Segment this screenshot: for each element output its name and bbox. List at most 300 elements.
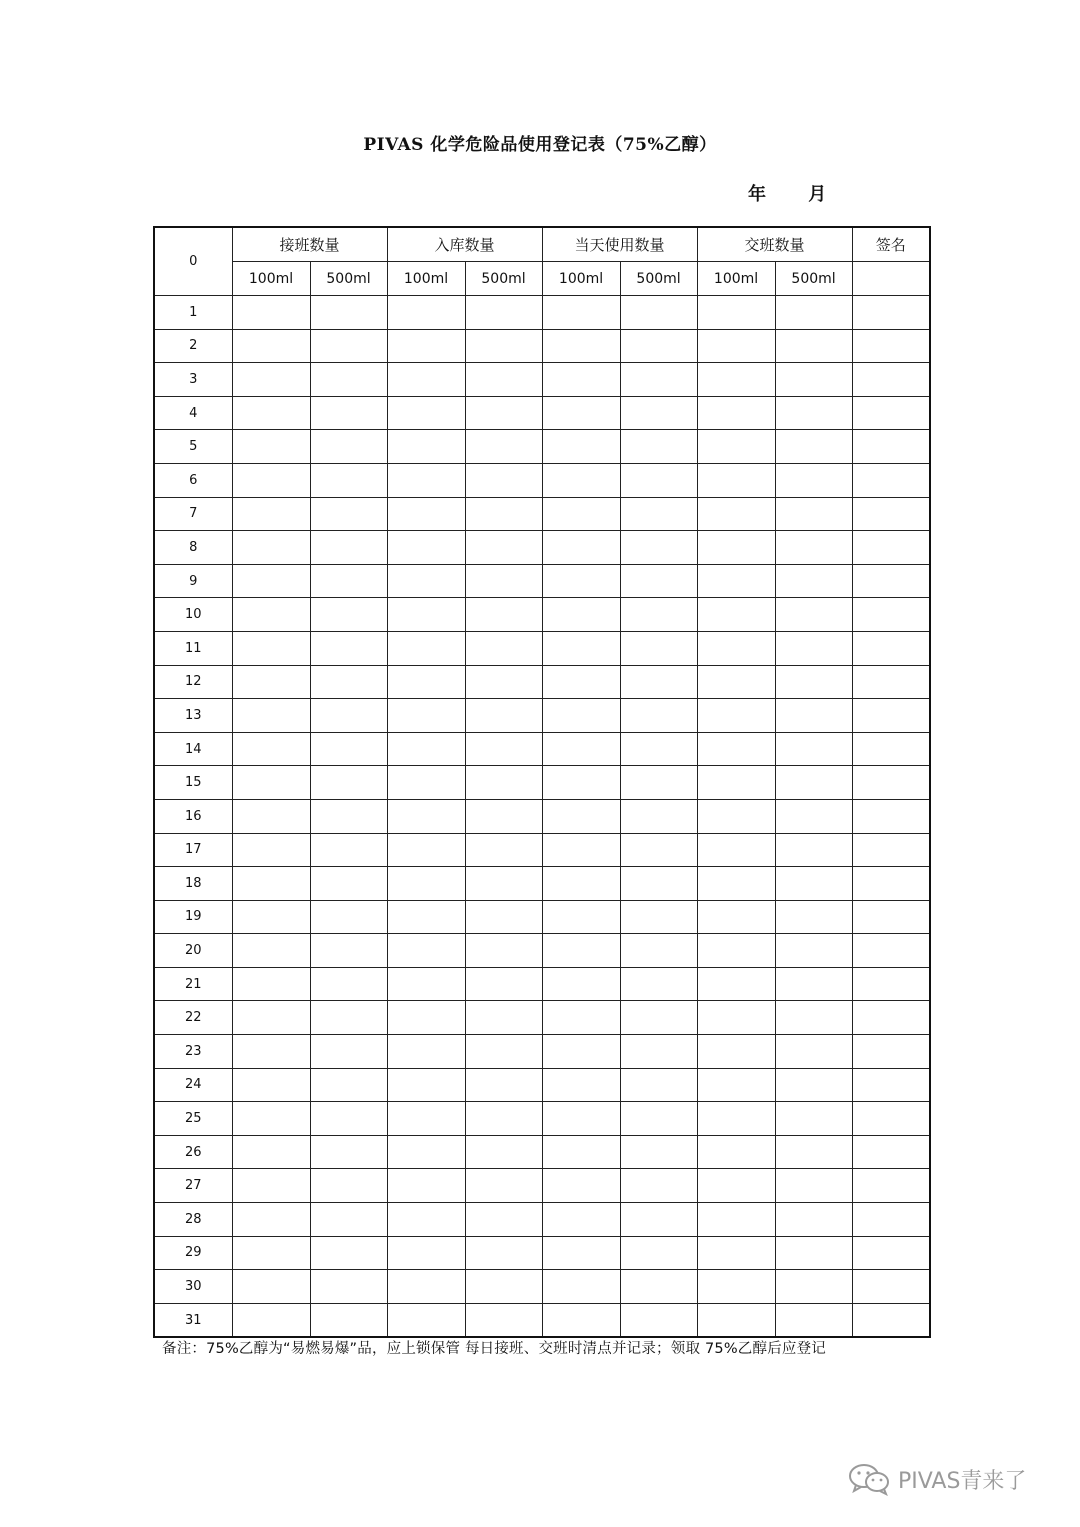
quantity-cell[interactable]: [387, 363, 465, 397]
signature-cell[interactable]: [852, 1203, 930, 1237]
quantity-cell[interactable]: [465, 732, 542, 766]
quantity-cell[interactable]: [775, 867, 852, 901]
quantity-cell[interactable]: [310, 867, 387, 901]
quantity-cell[interactable]: [310, 564, 387, 598]
day-number-cell: 12: [154, 665, 232, 699]
quantity-cell[interactable]: [465, 1001, 542, 1035]
signature-cell[interactable]: [852, 867, 930, 901]
quantity-cell[interactable]: [310, 1169, 387, 1203]
table-row: [154, 833, 930, 867]
table-row: [154, 363, 930, 397]
quantity-cell[interactable]: [775, 531, 852, 565]
quantity-cell[interactable]: [775, 598, 852, 632]
quantity-cell[interactable]: [542, 1035, 620, 1069]
quantity-cell[interactable]: [310, 665, 387, 699]
quantity-cell[interactable]: [465, 296, 542, 330]
quantity-cell[interactable]: [465, 1135, 542, 1169]
quantity-cell[interactable]: [387, 598, 465, 632]
quantity-cell[interactable]: [542, 329, 620, 363]
quantity-cell[interactable]: [310, 631, 387, 665]
quantity-cell[interactable]: [310, 1203, 387, 1237]
wechat-icon: [848, 1462, 892, 1496]
header-row-groups: [154, 227, 930, 262]
quantity-cell[interactable]: [387, 799, 465, 833]
quantity-cell[interactable]: [465, 1270, 542, 1304]
quantity-cell[interactable]: [542, 564, 620, 598]
quantity-cell[interactable]: [465, 463, 542, 497]
quantity-cell[interactable]: [232, 766, 310, 800]
quantity-cell[interactable]: [310, 296, 387, 330]
quantity-cell[interactable]: [775, 363, 852, 397]
quantity-cell[interactable]: [232, 900, 310, 934]
quantity-cell[interactable]: [465, 631, 542, 665]
signature-cell[interactable]: [852, 463, 930, 497]
quantity-cell[interactable]: [465, 799, 542, 833]
signature-cell[interactable]: [852, 699, 930, 733]
quantity-cell[interactable]: [775, 799, 852, 833]
quantity-cell[interactable]: [232, 1068, 310, 1102]
quantity-cell[interactable]: [697, 1270, 775, 1304]
quantity-cell[interactable]: [697, 665, 775, 699]
signature-cell[interactable]: [852, 1001, 930, 1035]
quantity-cell[interactable]: [310, 1303, 387, 1337]
quantity-cell[interactable]: [232, 867, 310, 901]
quantity-cell[interactable]: [465, 564, 542, 598]
quantity-cell[interactable]: [310, 1236, 387, 1270]
quantity-cell[interactable]: [387, 665, 465, 699]
quantity-cell[interactable]: [542, 430, 620, 464]
quantity-cell[interactable]: [697, 699, 775, 733]
quantity-cell[interactable]: [465, 1068, 542, 1102]
quantity-cell[interactable]: [775, 1236, 852, 1270]
quantity-cell[interactable]: [620, 665, 697, 699]
signature-cell[interactable]: [852, 531, 930, 565]
quantity-cell[interactable]: [232, 430, 310, 464]
quantity-cell[interactable]: [465, 967, 542, 1001]
quantity-cell[interactable]: [775, 1303, 852, 1337]
quantity-cell[interactable]: [697, 867, 775, 901]
quantity-cell[interactable]: [465, 1303, 542, 1337]
signature-cell[interactable]: [852, 497, 930, 531]
quantity-cell[interactable]: [542, 396, 620, 430]
quantity-cell[interactable]: [310, 766, 387, 800]
quantity-cell[interactable]: [697, 732, 775, 766]
quantity-cell[interactable]: [697, 1203, 775, 1237]
quantity-cell[interactable]: [620, 732, 697, 766]
quantity-cell[interactable]: [620, 1203, 697, 1237]
quantity-cell[interactable]: [697, 463, 775, 497]
quantity-cell[interactable]: [542, 665, 620, 699]
quantity-cell[interactable]: [620, 867, 697, 901]
quantity-cell[interactable]: [697, 564, 775, 598]
quantity-cell[interactable]: [387, 531, 465, 565]
quantity-cell[interactable]: [465, 900, 542, 934]
quantity-cell[interactable]: [310, 1135, 387, 1169]
quantity-cell[interactable]: [542, 497, 620, 531]
quantity-cell[interactable]: [310, 1035, 387, 1069]
signature-cell[interactable]: [852, 1102, 930, 1136]
quantity-cell[interactable]: [310, 900, 387, 934]
quantity-cell[interactable]: [620, 1303, 697, 1337]
quantity-cell[interactable]: [387, 900, 465, 934]
quantity-cell[interactable]: [620, 598, 697, 632]
quantity-cell[interactable]: [310, 497, 387, 531]
quantity-cell[interactable]: [465, 766, 542, 800]
quantity-cell[interactable]: [310, 363, 387, 397]
quantity-cell[interactable]: [232, 665, 310, 699]
signature-cell[interactable]: [852, 396, 930, 430]
quantity-cell[interactable]: [232, 598, 310, 632]
quantity-cell[interactable]: [465, 497, 542, 531]
quantity-cell[interactable]: [232, 1303, 310, 1337]
quantity-cell[interactable]: [620, 296, 697, 330]
quantity-cell[interactable]: [775, 967, 852, 1001]
table-row: [154, 967, 930, 1001]
quantity-cell[interactable]: [697, 799, 775, 833]
quantity-cell[interactable]: [232, 497, 310, 531]
quantity-cell[interactable]: [775, 1068, 852, 1102]
quantity-cell[interactable]: [387, 1001, 465, 1035]
quantity-cell[interactable]: [775, 631, 852, 665]
quantity-cell[interactable]: [310, 396, 387, 430]
quantity-cell[interactable]: [232, 967, 310, 1001]
signature-cell[interactable]: [852, 1236, 930, 1270]
quantity-cell[interactable]: [620, 934, 697, 968]
quantity-cell[interactable]: [542, 1270, 620, 1304]
quantity-cell[interactable]: [697, 1135, 775, 1169]
quantity-cell[interactable]: [542, 631, 620, 665]
quantity-cell[interactable]: [465, 329, 542, 363]
group-header-handover-in: 接班数量: [232, 227, 387, 262]
table-row: [154, 766, 930, 800]
quantity-cell[interactable]: [620, 363, 697, 397]
quantity-cell[interactable]: [697, 363, 775, 397]
quantity-cell[interactable]: [232, 1236, 310, 1270]
quantity-cell[interactable]: [232, 732, 310, 766]
quantity-cell[interactable]: [542, 531, 620, 565]
signature-cell[interactable]: [852, 799, 930, 833]
quantity-cell[interactable]: [387, 329, 465, 363]
quantity-cell[interactable]: [232, 934, 310, 968]
quantity-cell[interactable]: [620, 1035, 697, 1069]
quantity-cell[interactable]: [697, 1236, 775, 1270]
quantity-cell[interactable]: [387, 867, 465, 901]
quantity-cell[interactable]: [232, 1001, 310, 1035]
quantity-cell[interactable]: [465, 1035, 542, 1069]
quantity-cell[interactable]: [542, 732, 620, 766]
unit-header: 500ml: [620, 262, 697, 296]
signature-cell[interactable]: [852, 564, 930, 598]
quantity-cell[interactable]: [542, 296, 620, 330]
signature-cell[interactable]: [852, 430, 930, 464]
quantity-cell[interactable]: [465, 363, 542, 397]
quantity-cell[interactable]: [542, 1169, 620, 1203]
signature-cell[interactable]: [852, 732, 930, 766]
table-row: [154, 1068, 930, 1102]
quantity-cell[interactable]: [697, 934, 775, 968]
quantity-cell[interactable]: [387, 497, 465, 531]
quantity-cell[interactable]: [387, 1203, 465, 1237]
quantity-cell[interactable]: [387, 699, 465, 733]
quantity-cell[interactable]: [542, 799, 620, 833]
quantity-cell[interactable]: [775, 665, 852, 699]
quantity-cell[interactable]: [697, 430, 775, 464]
quantity-cell[interactable]: [387, 296, 465, 330]
quantity-cell[interactable]: [620, 463, 697, 497]
quantity-cell[interactable]: [232, 1169, 310, 1203]
signature-cell[interactable]: [852, 900, 930, 934]
quantity-cell[interactable]: [232, 1135, 310, 1169]
quantity-cell[interactable]: [542, 900, 620, 934]
quantity-cell[interactable]: [620, 430, 697, 464]
quantity-cell[interactable]: [387, 732, 465, 766]
quantity-cell[interactable]: [542, 463, 620, 497]
quantity-cell[interactable]: [465, 867, 542, 901]
quantity-cell[interactable]: [542, 867, 620, 901]
quantity-cell[interactable]: [310, 531, 387, 565]
quantity-cell[interactable]: [775, 833, 852, 867]
quantity-cell[interactable]: [775, 1135, 852, 1169]
quantity-cell[interactable]: [697, 329, 775, 363]
quantity-cell[interactable]: [387, 1169, 465, 1203]
quantity-cell[interactable]: [542, 934, 620, 968]
quantity-cell[interactable]: [775, 934, 852, 968]
quantity-cell[interactable]: [387, 463, 465, 497]
quantity-cell[interactable]: [232, 531, 310, 565]
quantity-cell[interactable]: [697, 900, 775, 934]
quantity-cell[interactable]: [310, 833, 387, 867]
quantity-cell[interactable]: [697, 531, 775, 565]
quantity-cell[interactable]: [697, 1001, 775, 1035]
quantity-cell[interactable]: [542, 1135, 620, 1169]
quantity-cell[interactable]: [387, 1236, 465, 1270]
quantity-cell[interactable]: [697, 296, 775, 330]
quantity-cell[interactable]: [620, 396, 697, 430]
quantity-cell[interactable]: [310, 934, 387, 968]
quantity-cell[interactable]: [542, 1068, 620, 1102]
quantity-cell[interactable]: [387, 396, 465, 430]
quantity-cell[interactable]: [620, 1068, 697, 1102]
quantity-cell[interactable]: [620, 967, 697, 1001]
quantity-cell[interactable]: [387, 1135, 465, 1169]
quantity-cell[interactable]: [232, 396, 310, 430]
quantity-cell[interactable]: [232, 1203, 310, 1237]
quantity-cell[interactable]: [465, 396, 542, 430]
signature-cell[interactable]: [852, 598, 930, 632]
quantity-cell[interactable]: [387, 934, 465, 968]
quantity-cell[interactable]: [620, 833, 697, 867]
table-row: [154, 934, 930, 968]
quantity-cell[interactable]: [620, 1135, 697, 1169]
day-number-cell: 18: [154, 867, 232, 901]
quantity-cell[interactable]: [775, 1035, 852, 1069]
signature-cell[interactable]: [852, 363, 930, 397]
quantity-cell[interactable]: [232, 296, 310, 330]
quantity-cell[interactable]: [620, 799, 697, 833]
quantity-cell[interactable]: [310, 1068, 387, 1102]
quantity-cell[interactable]: [465, 1203, 542, 1237]
quantity-cell[interactable]: [387, 833, 465, 867]
quantity-cell[interactable]: [542, 1203, 620, 1237]
quantity-cell[interactable]: [697, 1035, 775, 1069]
quantity-cell[interactable]: [620, 1102, 697, 1136]
quantity-cell[interactable]: [697, 967, 775, 1001]
quantity-cell[interactable]: [542, 833, 620, 867]
quantity-cell[interactable]: [775, 1169, 852, 1203]
signature-cell[interactable]: [852, 329, 930, 363]
quantity-cell[interactable]: [387, 1068, 465, 1102]
quantity-cell[interactable]: [232, 564, 310, 598]
day-number-cell: 9: [154, 564, 232, 598]
quantity-cell[interactable]: [775, 564, 852, 598]
quantity-cell[interactable]: [387, 967, 465, 1001]
quantity-cell[interactable]: [232, 363, 310, 397]
quantity-cell[interactable]: [232, 1035, 310, 1069]
quantity-cell[interactable]: [387, 631, 465, 665]
signature-cell[interactable]: [852, 1169, 930, 1203]
quantity-cell[interactable]: [310, 967, 387, 1001]
quantity-cell[interactable]: [620, 1270, 697, 1304]
quantity-cell[interactable]: [310, 1270, 387, 1304]
quantity-cell[interactable]: [387, 430, 465, 464]
quantity-cell[interactable]: [775, 900, 852, 934]
quantity-cell[interactable]: [387, 766, 465, 800]
quantity-cell[interactable]: [232, 631, 310, 665]
quantity-cell[interactable]: [465, 430, 542, 464]
signature-cell[interactable]: [852, 967, 930, 1001]
quantity-cell[interactable]: [542, 967, 620, 1001]
quantity-cell[interactable]: [620, 1236, 697, 1270]
quantity-cell[interactable]: [620, 766, 697, 800]
quantity-cell[interactable]: [310, 799, 387, 833]
quantity-cell[interactable]: [620, 329, 697, 363]
signature-cell[interactable]: [852, 1068, 930, 1102]
quantity-cell[interactable]: [775, 296, 852, 330]
quantity-cell[interactable]: [542, 1236, 620, 1270]
quantity-cell[interactable]: [620, 900, 697, 934]
quantity-cell[interactable]: [465, 598, 542, 632]
unit-header: 100ml: [697, 262, 775, 296]
quantity-cell[interactable]: [232, 699, 310, 733]
quantity-cell[interactable]: [310, 1102, 387, 1136]
unit-header: 500ml: [310, 262, 387, 296]
quantity-cell[interactable]: [465, 699, 542, 733]
quantity-cell[interactable]: [697, 1068, 775, 1102]
quantity-cell[interactable]: [620, 1001, 697, 1035]
quantity-cell[interactable]: [465, 665, 542, 699]
quantity-cell[interactable]: [775, 1001, 852, 1035]
signature-cell[interactable]: [852, 934, 930, 968]
signature-cell[interactable]: [852, 631, 930, 665]
quantity-cell[interactable]: [232, 463, 310, 497]
quantity-cell[interactable]: [775, 699, 852, 733]
quantity-cell[interactable]: [542, 598, 620, 632]
quantity-cell[interactable]: [775, 329, 852, 363]
quantity-cell[interactable]: [387, 564, 465, 598]
quantity-cell[interactable]: [232, 799, 310, 833]
quantity-cell[interactable]: [465, 1102, 542, 1136]
quantity-cell[interactable]: [387, 1303, 465, 1337]
quantity-cell[interactable]: [697, 1169, 775, 1203]
quantity-cell[interactable]: [310, 1001, 387, 1035]
quantity-cell[interactable]: [775, 1203, 852, 1237]
quantity-cell[interactable]: [465, 934, 542, 968]
quantity-cell[interactable]: [775, 1270, 852, 1304]
quantity-cell[interactable]: [620, 497, 697, 531]
quantity-cell[interactable]: [310, 732, 387, 766]
quantity-cell[interactable]: [775, 766, 852, 800]
quantity-cell[interactable]: [542, 1001, 620, 1035]
quantity-cell[interactable]: [697, 833, 775, 867]
quantity-cell[interactable]: [775, 732, 852, 766]
quantity-cell[interactable]: [697, 1303, 775, 1337]
quantity-cell[interactable]: [310, 598, 387, 632]
day-number-cell: 15: [154, 766, 232, 800]
quantity-cell[interactable]: [620, 699, 697, 733]
quantity-cell[interactable]: [620, 631, 697, 665]
quantity-cell[interactable]: [465, 531, 542, 565]
quantity-cell[interactable]: [310, 430, 387, 464]
day-number-cell: 24: [154, 1068, 232, 1102]
quantity-cell[interactable]: [697, 766, 775, 800]
quantity-cell[interactable]: [542, 699, 620, 733]
quantity-cell[interactable]: [232, 1270, 310, 1304]
signature-cell[interactable]: [852, 1303, 930, 1337]
quantity-cell[interactable]: [387, 1270, 465, 1304]
signature-cell[interactable]: [852, 1270, 930, 1304]
quantity-cell[interactable]: [232, 833, 310, 867]
quantity-cell[interactable]: [697, 598, 775, 632]
quantity-cell[interactable]: [310, 329, 387, 363]
quantity-cell[interactable]: [387, 1035, 465, 1069]
quantity-cell[interactable]: [232, 329, 310, 363]
quantity-cell[interactable]: [465, 833, 542, 867]
signature-cell[interactable]: [852, 766, 930, 800]
quantity-cell[interactable]: [697, 1102, 775, 1136]
quantity-cell[interactable]: [775, 497, 852, 531]
quantity-cell[interactable]: [697, 396, 775, 430]
table-row: [154, 564, 930, 598]
quantity-cell[interactable]: [387, 1102, 465, 1136]
quantity-cell[interactable]: [232, 1102, 310, 1136]
quantity-cell[interactable]: [542, 766, 620, 800]
quantity-cell[interactable]: [620, 531, 697, 565]
quantity-cell[interactable]: [465, 1236, 542, 1270]
quantity-cell[interactable]: [310, 463, 387, 497]
quantity-cell[interactable]: [310, 699, 387, 733]
day-number-cell: 28: [154, 1203, 232, 1237]
quantity-cell[interactable]: [542, 363, 620, 397]
signature-cell[interactable]: [852, 1135, 930, 1169]
quantity-cell[interactable]: [620, 1169, 697, 1203]
quantity-cell[interactable]: [775, 463, 852, 497]
quantity-cell[interactable]: [775, 1102, 852, 1136]
quantity-cell[interactable]: [697, 497, 775, 531]
signature-cell[interactable]: [852, 1035, 930, 1069]
quantity-cell[interactable]: [542, 1303, 620, 1337]
quantity-cell[interactable]: [697, 631, 775, 665]
quantity-cell[interactable]: [775, 396, 852, 430]
quantity-cell[interactable]: [465, 1169, 542, 1203]
day-number-cell: 7: [154, 497, 232, 531]
quantity-cell[interactable]: [542, 1102, 620, 1136]
signature-cell[interactable]: [852, 296, 930, 330]
quantity-cell[interactable]: [775, 430, 852, 464]
table-row: [154, 799, 930, 833]
signature-cell[interactable]: [852, 833, 930, 867]
quantity-cell[interactable]: [620, 564, 697, 598]
signature-cell[interactable]: [852, 665, 930, 699]
